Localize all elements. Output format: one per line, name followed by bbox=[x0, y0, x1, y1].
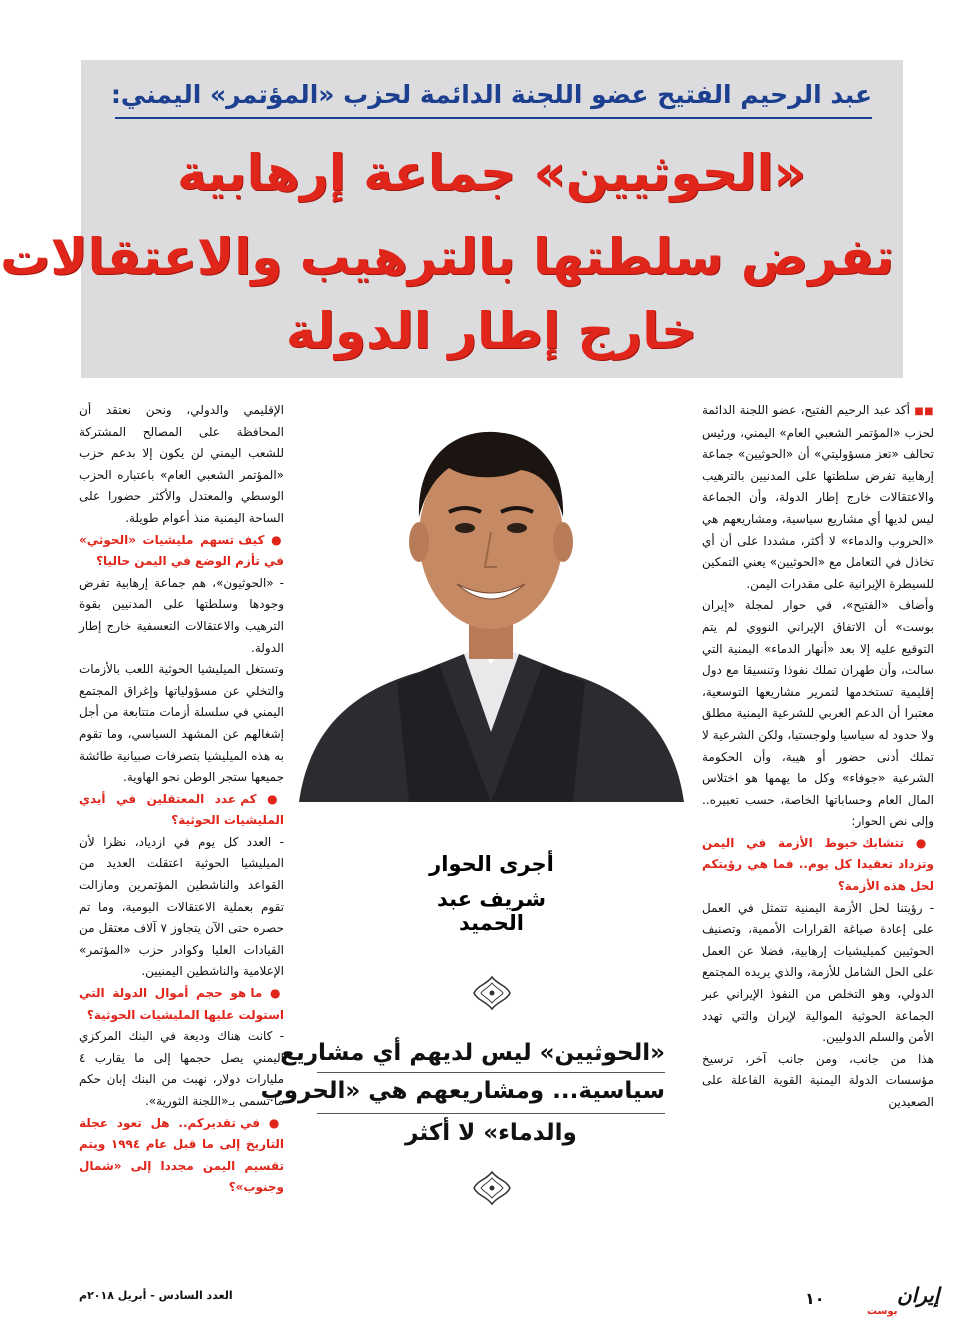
answer-3: - العدد كل يوم في ازدياد، نظرا لأن الميليشيا الحوثية اعتقلت العديد من القواعد والناشطين المؤتمرين ومازالت تقوم بعملية الاعتقالات اليومية، وما تم حصره حتى الآن يتجاوز ٧ آلاف معتقل من القيادات العليا وكوادر حزب «المؤتمر» الإعلامية والناشطين اليمنيين. bbox=[79, 834, 284, 979]
question-3-text: كم عدد المعتقلين في أيدي المليشيات الحوثية؟ bbox=[79, 791, 284, 828]
question-2-text: كيف تسهم مليشيات «الحوثي» في تأزم الوضع في اليمن حاليا؟ bbox=[79, 532, 284, 569]
headline-line-1: «الحوثيين» جماعة إرهابية bbox=[177, 144, 806, 202]
answer-2b: وتستغل الميليشيا الحوثية اللعب بالأزمات والتخلي عن مسؤولياتها وإغراق المجتمع اليمني في سلسلة أزمات متتابعة من أجل إشغالهم عن المشهد السياسي، وما تقوم به هذه الميليشيا بتصرفات صبيانية طائشة جميعها ستجر الوطن نحو الهاوية. bbox=[79, 662, 284, 785]
body-paragraph: وأضاف «الفتيح»، في حوار لمجلة «إيران بوست» أن الاتفاق الإيراني النووي لم يتم التوقيع عليه إلا بعد «أنهار الدماء» اليمنية التي سالت، وأن طهران تملك نفوذا وتنسيقا مع دول إقليمية تستخدمها لتمرير مشاريعها التوسعية، معتبرا أن الدعم العربي للشرعية اليمنية مطلق ولا حدود له سياسيا ولوجستيا، ولكن الشرعية لا تملك أدنى حضور أو هيبة، وأن الحكومة الشرعية «جوفاء» وكل ما يهمها هو اختلاس المال العام وحساباتها الخاصة، حسب تعبيره.. وإلى نص الحوار: bbox=[702, 598, 934, 829]
ornament-icon bbox=[472, 975, 512, 1011]
question-1-text: تتشابك خيوط الأزمة في اليمن وتزداد تعقيدا كل يوم.. فما هي رؤيتكم لحل هذه الأزمة؟ bbox=[702, 835, 934, 894]
iran-post-logo bbox=[837, 1282, 940, 1317]
portrait-illustration bbox=[289, 402, 693, 802]
left-column bbox=[79, 400, 284, 1199]
svg-text:إيران: إيران bbox=[897, 1283, 940, 1307]
pullquote-rule bbox=[317, 1113, 665, 1114]
question-4-text: ما هو حجم أموال الدولة التي استولت عليها المليشيات الحوثية؟ bbox=[79, 986, 284, 1022]
continued-paragraph: الإقليمي والدولي، ونحن نعتقد أن المحافظة على المصالح المشتركة للشعب اليمني لن يكون إلا بدعم حزب «المؤتمر الشعبي العام» باعتباره الحزب الوسطي والمعتدل والأكثر حضورا على الساحة اليمنية منذ أعوام طويلة. bbox=[79, 403, 284, 525]
interviewee-photo bbox=[289, 402, 693, 802]
kicker-title: عبد الرحيم الفتيح عضو اللجنة الدائمة لحزب «المؤتمر» اليمني: bbox=[110, 80, 873, 109]
bullet-icon: ● bbox=[262, 986, 284, 1001]
pullquote-line-2: سياسية... ومشاريعهم هي «الحروب bbox=[260, 1078, 665, 1104]
pullquote-line-1: «الحوثيين» ليس لديهم أي مشاريع bbox=[280, 1040, 665, 1066]
right-column bbox=[702, 400, 934, 1114]
bullet-icon: ● bbox=[904, 835, 934, 850]
lead-text: أكد عبد الرحيم الفتيح، عضو اللجنة الدائمة لحزب «المؤتمر الشعبي العام» اليمني، ورئيس تحالف «تعز مسؤوليتي» أن «الحوثيين» جماعة إرهابية تفرض سلطتها على المدنيين بالترهيب والاعتقالات خارج إطار الدولة، وأن الجماعة ليس لديها أي مشاريع سياسية، ومشاريعهم هي «الحروب والدماء» لا أكثر، مشددا على أن أي تخاذل في التعامل مع «الحوثيين» يعني التمكين للسيطرة الإيرانية على مقدرات اليمن. bbox=[702, 403, 934, 591]
bullet-icon: ● bbox=[256, 791, 284, 806]
ornament-icon bbox=[472, 1170, 512, 1206]
question-3 bbox=[79, 789, 284, 832]
credit-title: أجرى الحوار bbox=[429, 852, 554, 876]
lead-paragraph bbox=[702, 400, 934, 595]
question-5 bbox=[79, 1113, 284, 1199]
answer-4: - كانت هناك وديعة في البنك المركزي اليمني يصل حجمها إلى ما يقارب ٤ مليارات دولار، نهبت من البنك إبان حكم ما تسمى بـ«اللجنة الثورية». bbox=[79, 1029, 284, 1108]
question-4 bbox=[79, 983, 284, 1026]
pullquote-line-3: والدماء» لا أكثر bbox=[405, 1120, 577, 1146]
credit-name: شريف عبد الحميد bbox=[437, 887, 546, 935]
bullet-icon: ● bbox=[260, 1115, 284, 1130]
page-number: ١٠ bbox=[805, 1289, 825, 1308]
answer-2a: - «الحوثيون»، هم جماعة إرهابية تفرض وجودها وسلطتها على المدنيين بقوة الترهيب والاعتقالات التعسفية خارج إطار الدولة. bbox=[79, 575, 284, 655]
pullquote-rule bbox=[317, 1072, 665, 1073]
issue-date: العدد السادس - أبريل ٢٠١٨م bbox=[79, 1289, 233, 1302]
answer-1a: - رؤيتنا لحل الأزمة اليمنية تتمثل في العمل على إعادة صياغة القرارات الأممية، وتصنيف الحوثيين كميليشيات إرهابية، فضلا عن العمل على الحل الشامل للأزمة، والذي يريده المجتمع الدولي، وهو التخلص من النفوذ الإيراني عبر الجماعة الحوثية الموالية لإيران والتي تهدد الأمن والسلم الدوليين. bbox=[702, 900, 934, 1045]
bullet-icon: ● bbox=[264, 532, 284, 547]
headline-line-2: تفرض سلطتها بالترهيب والاعتقالات bbox=[0, 228, 894, 286]
question-2 bbox=[79, 530, 284, 573]
headline-line-3: خارج إطار الدولة bbox=[285, 302, 698, 360]
kicker-underline bbox=[115, 117, 872, 119]
lead-mark: ■■ bbox=[914, 406, 934, 417]
question-1 bbox=[702, 833, 934, 898]
answer-1b: هذا من جانب، ومن جانب آخر، ترسيخ مؤسسات الدولة اليمنية القوية الفاعلة على الصعيدين bbox=[702, 1051, 934, 1109]
question-5-text: في تقديركم.. هل تعود عجلة التاريخ إلى ما قبل عام ١٩٩٤ ويتم تقسيم اليمن مجددا إلى «شمال وجنوب»؟ bbox=[79, 1115, 284, 1195]
svg-text:بوست: بوست bbox=[867, 1306, 898, 1317]
